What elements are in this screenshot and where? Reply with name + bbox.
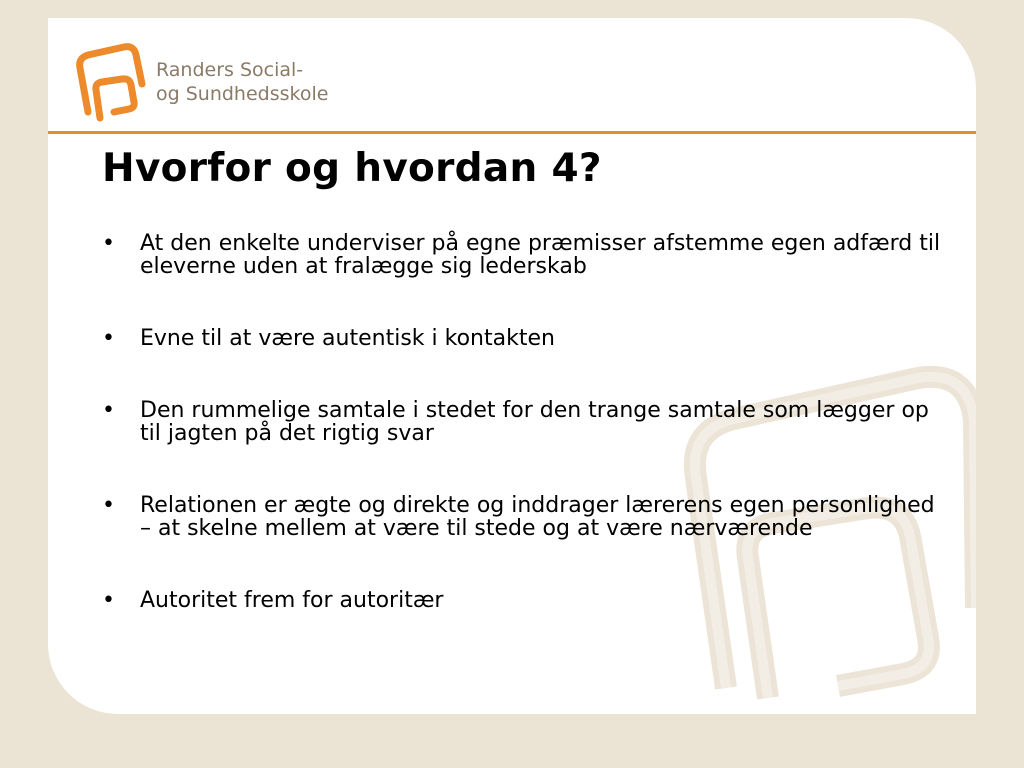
bullet-item bbox=[102, 232, 952, 278]
school-name-line1: Randers Social- bbox=[156, 59, 304, 81]
school-name bbox=[156, 58, 328, 106]
bullet-icon: • bbox=[102, 588, 115, 613]
bullet-icon: • bbox=[102, 493, 115, 518]
slide bbox=[48, 18, 976, 714]
bullet-icon: • bbox=[102, 398, 115, 423]
header-divider bbox=[48, 131, 976, 134]
slide-title: Hvorfor og hvordan 4? bbox=[102, 146, 602, 191]
bullet-list bbox=[102, 232, 952, 661]
bullet-icon: • bbox=[102, 231, 115, 256]
school-logo-icon bbox=[74, 34, 150, 124]
bullet-text: Evne til at være autentisk i kontakten bbox=[140, 326, 555, 351]
bullet-icon: • bbox=[102, 326, 115, 351]
bullet-text: At den enkelte underviser på egne præmisser afstemme egen adfærd til eleverne uden at fralægge sig lederskab bbox=[140, 231, 941, 279]
bullet-item bbox=[102, 327, 952, 350]
bullet-text: Relationen er ægte og direkte og inddrager lærerens egen personlighed – at skelne mellem at være til stede og at være nærværende bbox=[140, 493, 935, 541]
bullet-item bbox=[102, 494, 952, 540]
school-name-line2: og Sundhedsskole bbox=[156, 83, 329, 105]
bullet-item bbox=[102, 589, 952, 612]
bullet-item bbox=[102, 399, 952, 445]
bullet-text: Den rummelige samtale i stedet for den trange samtale som lægger op til jagten på det rigtig svar bbox=[140, 398, 929, 446]
bullet-text: Autoritet frem for autoritær bbox=[140, 588, 444, 613]
